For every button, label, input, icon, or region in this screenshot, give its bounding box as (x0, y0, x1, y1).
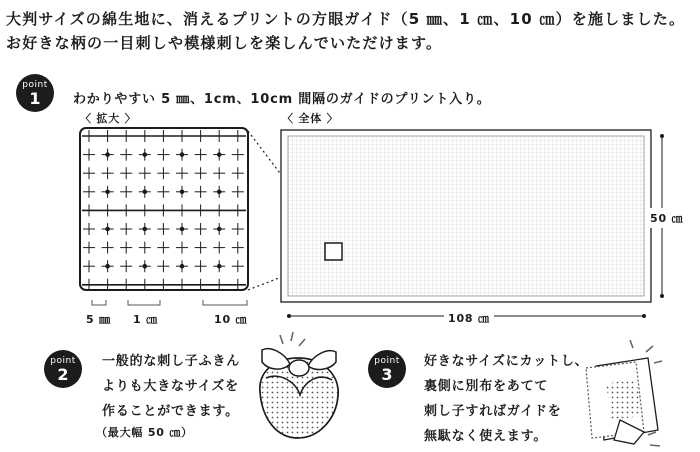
point-2-word: point (50, 356, 76, 366)
point-2-note: （最大幅 50 ㎝） (96, 426, 193, 439)
guide-dot (180, 264, 184, 268)
dim-width-label: 108 ㎝ (444, 310, 494, 326)
dim-10cm-label: 10 ㎝ (214, 313, 248, 326)
guide-dot (106, 190, 110, 194)
point-1-number: 1 (29, 89, 41, 108)
intro-line-2: お好きな柄の一目刺しや模様刺しを楽しんでいただけます。 (6, 34, 443, 52)
guide-dot (180, 190, 184, 194)
point-1-word: point (22, 80, 48, 90)
point-3-line-4: 無駄なく使えます。 (424, 429, 548, 444)
point-3-badge (368, 350, 406, 388)
zoom-label: 〈 拡大 〉 (80, 112, 137, 125)
guide-dot (217, 264, 221, 268)
intro-line-1: 大判サイズの綿生地に、消えるプリントの方眼ガイド（5 ㎜、1 ㎝、10 ㎝）を施しました。 (6, 10, 686, 28)
guide-dot (143, 227, 147, 231)
zoom-grid-panel (80, 128, 248, 291)
guide-dot (217, 153, 221, 157)
point-3-line-2: 裏側に別布をあてて (424, 379, 549, 394)
dim-5mm-label: 5 ㎜ (86, 313, 111, 326)
cut-cloth-illustration (586, 340, 662, 446)
point-3-word: point (374, 356, 400, 366)
point-2-line-3: 作ることができます。 (102, 404, 239, 419)
dim-1cm-label: 1 ㎝ (133, 313, 158, 326)
dim-height-label: 50 ㎝ (650, 208, 683, 228)
point-3-number: 3 (381, 365, 393, 384)
guide-dot (217, 190, 221, 194)
point-3-line-1: 好きなサイズにカットし、 (424, 354, 589, 369)
zoom-indicator-square (325, 243, 342, 260)
guide-dot (106, 153, 110, 157)
whole-label: 〈 全体 〉 (282, 112, 339, 125)
guide-dot (180, 227, 184, 231)
furoshiki-bundle-illustration (260, 332, 338, 438)
point-2-line-2: よりも大きなサイズを (102, 379, 239, 394)
grid-dimension-brackets (92, 300, 247, 305)
guide-dot (180, 153, 184, 157)
guide-dot (106, 227, 110, 231)
point-1-text: わかりやすい 5 ㎜、1cm、10cm 間隔のガイドのプリント入り。 (73, 92, 491, 107)
point-3-line-3: 刺し子すればガイドを (424, 404, 562, 419)
guide-dot (217, 227, 221, 231)
guide-dot (143, 153, 147, 157)
point-2-line-1: 一般的な刺し子ふきん (102, 354, 241, 369)
guide-dot (106, 264, 110, 268)
whole-cloth-panel (281, 130, 651, 302)
guide-dot (143, 190, 147, 194)
point-2-number: 2 (57, 365, 69, 384)
point-2-badge (44, 350, 82, 388)
guide-dot (143, 264, 147, 268)
